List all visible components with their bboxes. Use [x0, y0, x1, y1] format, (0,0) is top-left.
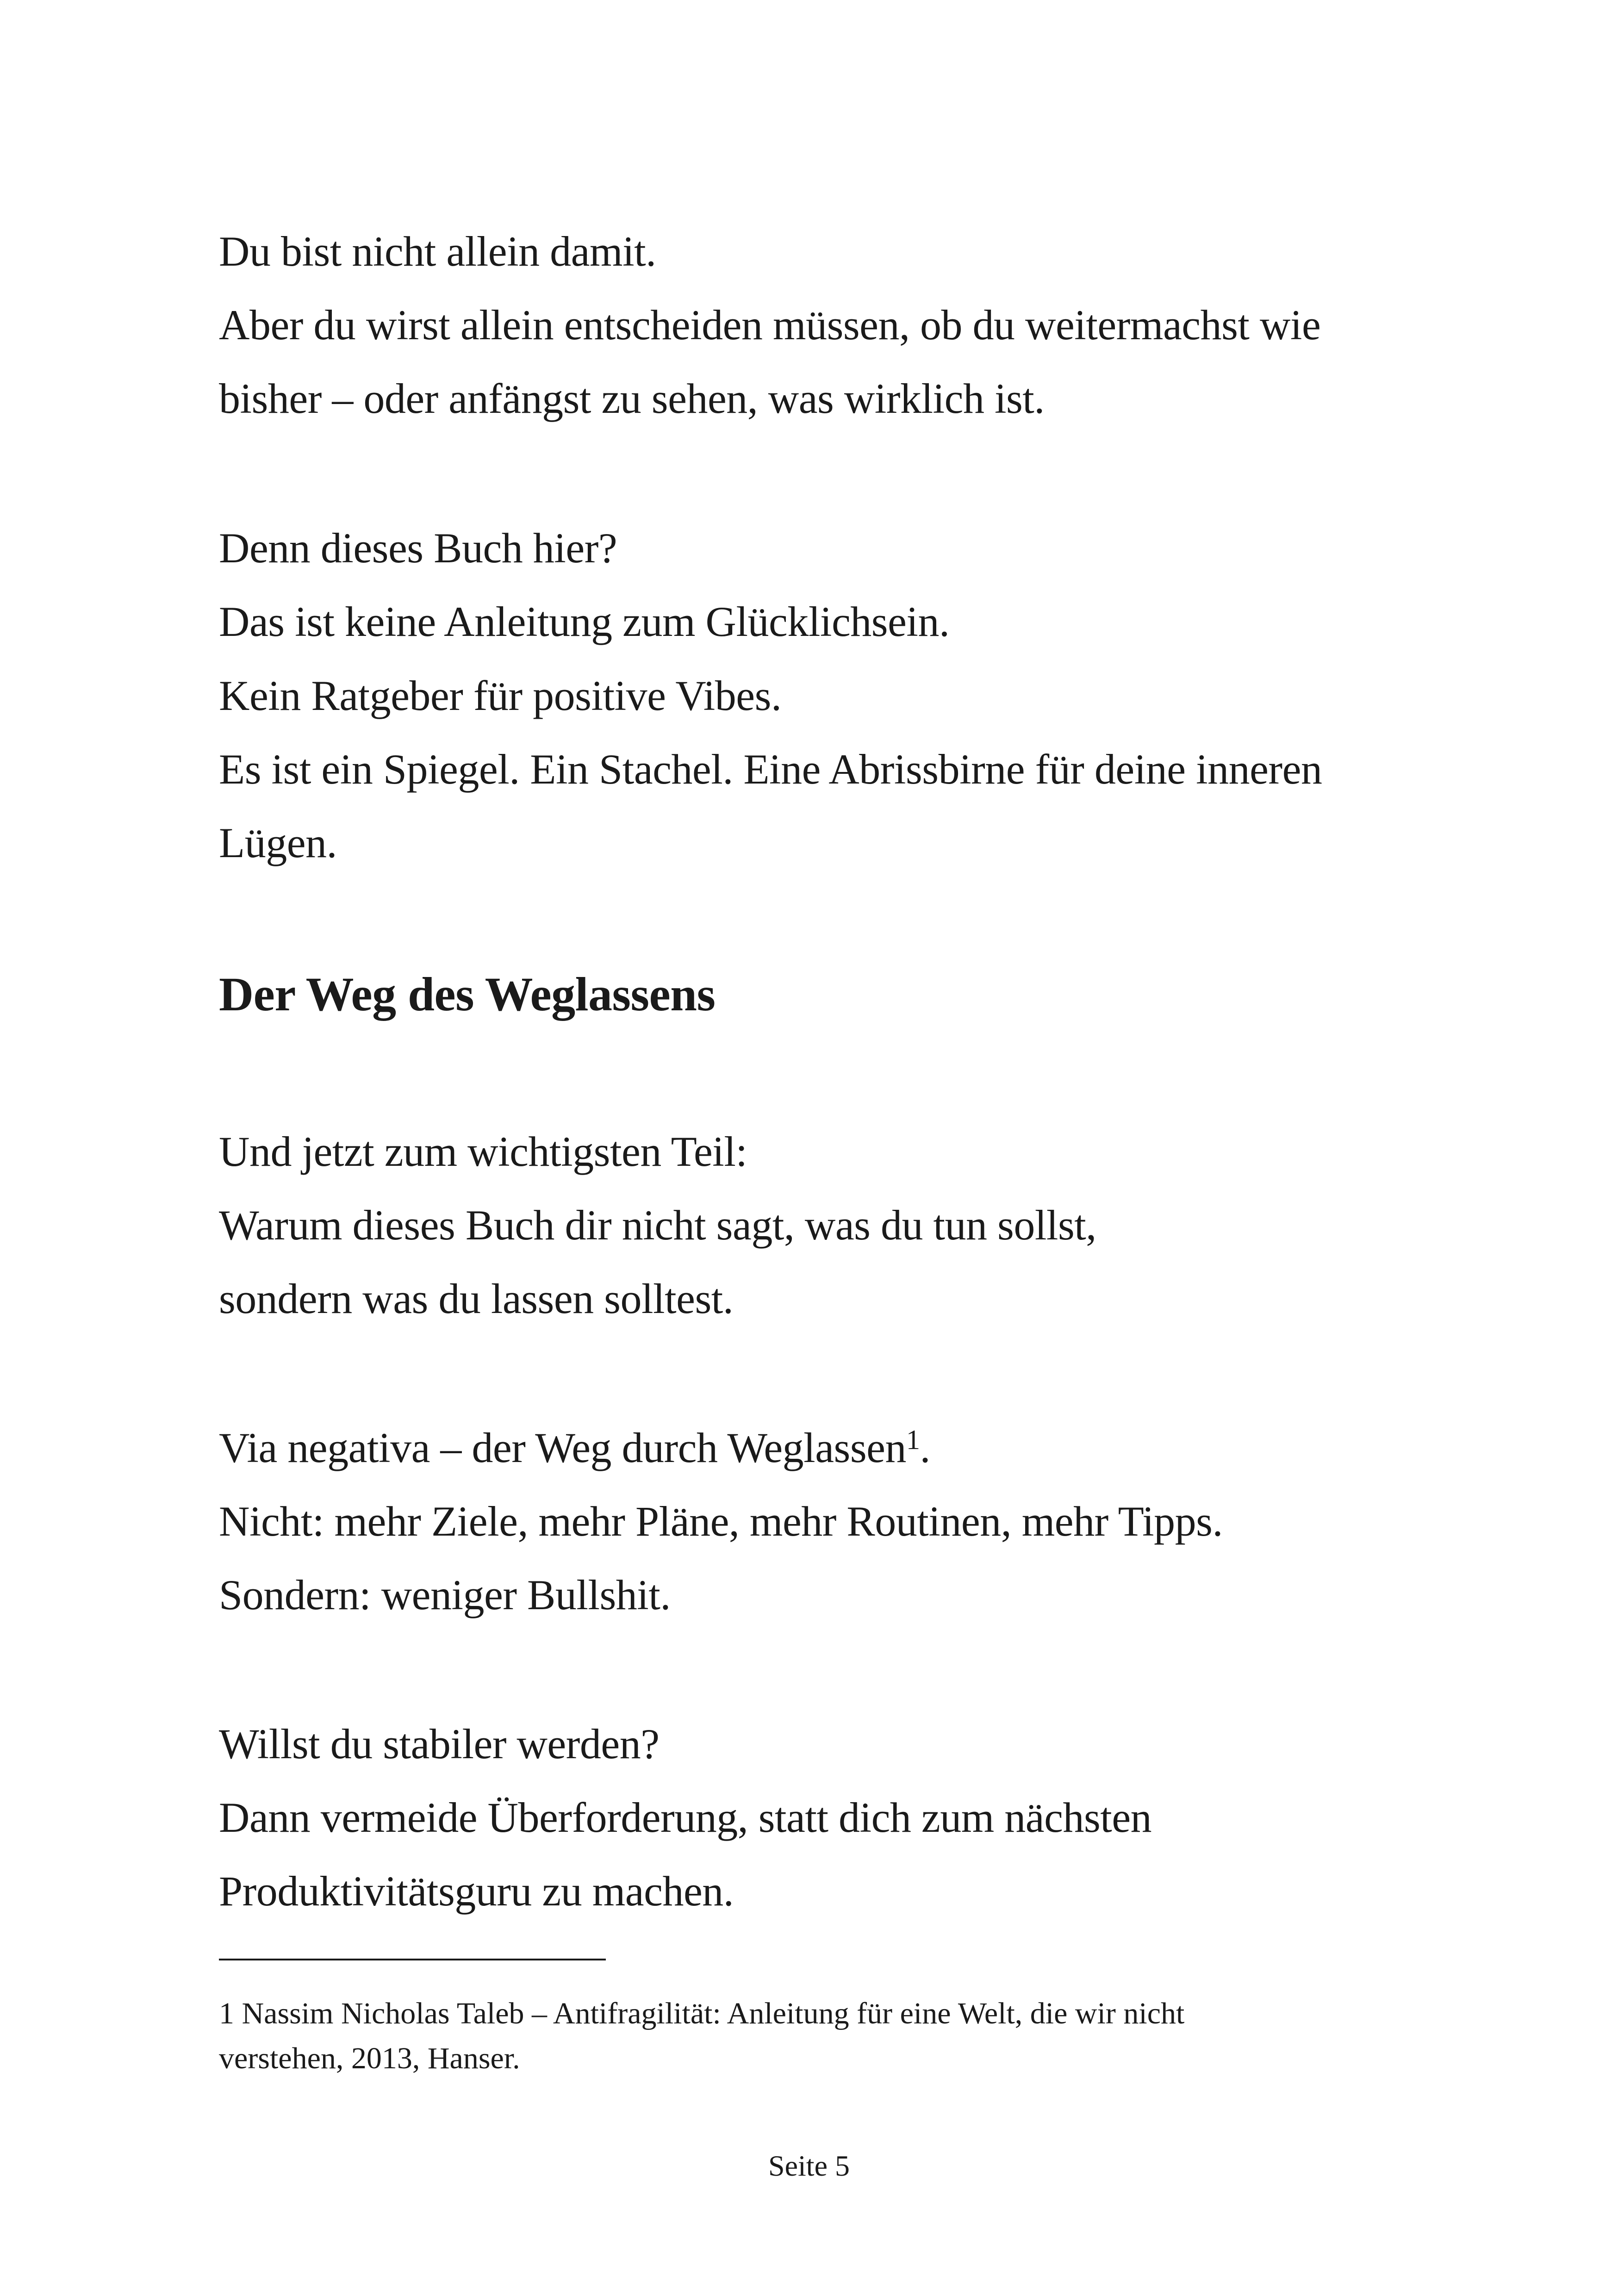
body-text-line: Warum dieses Buch dir nicht sagt, was du tun sollst,	[219, 1201, 1096, 1249]
footnote-text-line: verstehen, 2013, Hanser.	[219, 2041, 520, 2075]
body-text-line-with-footnote	[219, 1426, 930, 1469]
page-number: Seite 5	[768, 2149, 850, 2182]
body-text-segment: .	[920, 1424, 930, 1471]
section-heading: Der Weg des Weglassens	[219, 968, 716, 1021]
body-text-line: bisher – oder anfängst zu sehen, was wirklich ist.	[219, 375, 1045, 422]
body-text-line: Aber du wirst allein entscheiden müssen, ob du weitermachst wie	[219, 301, 1321, 348]
body-text-line: Und jetzt zum wichtigsten Teil:	[219, 1128, 747, 1175]
body-text-line: Das ist keine Anleitung zum Glücklichsein.	[219, 598, 950, 645]
body-text-line: Nicht: mehr Ziele, mehr Pläne, mehr Routinen, mehr Tipps.	[219, 1498, 1223, 1545]
body-text-segment: Via negativa – der Weg durch Weglassen	[219, 1424, 906, 1471]
body-text-line: Kein Ratgeber für positive Vibes.	[219, 672, 782, 719]
footnote-separator	[219, 1959, 606, 1960]
body-text-line: Produktivitätsguru zu machen.	[219, 1867, 734, 1915]
body-text-line: Dann vermeide Überforderung, statt dich zum nächsten	[219, 1794, 1152, 1841]
footnote-text-line: 1 Nassim Nicholas Taleb – Antifragilität: Anleitung für eine Welt, die wir nicht	[219, 1997, 1185, 2030]
body-text-line: Sondern: weniger Bullshit.	[219, 1571, 671, 1618]
body-text-line: Lügen.	[219, 819, 337, 866]
body-text-line: Es ist ein Spiegel. Ein Stachel. Eine Abrissbirne für deine inneren	[219, 746, 1322, 793]
body-text-line: Du bist nicht allein damit.	[219, 228, 656, 275]
body-text-line: sondern was du lassen solltest.	[219, 1275, 734, 1322]
footnote-reference[interactable]: 1	[906, 1425, 920, 1455]
body-text-line: Denn dieses Buch hier?	[219, 524, 617, 572]
body-text-line: Willst du stabiler werden?	[219, 1720, 660, 1767]
